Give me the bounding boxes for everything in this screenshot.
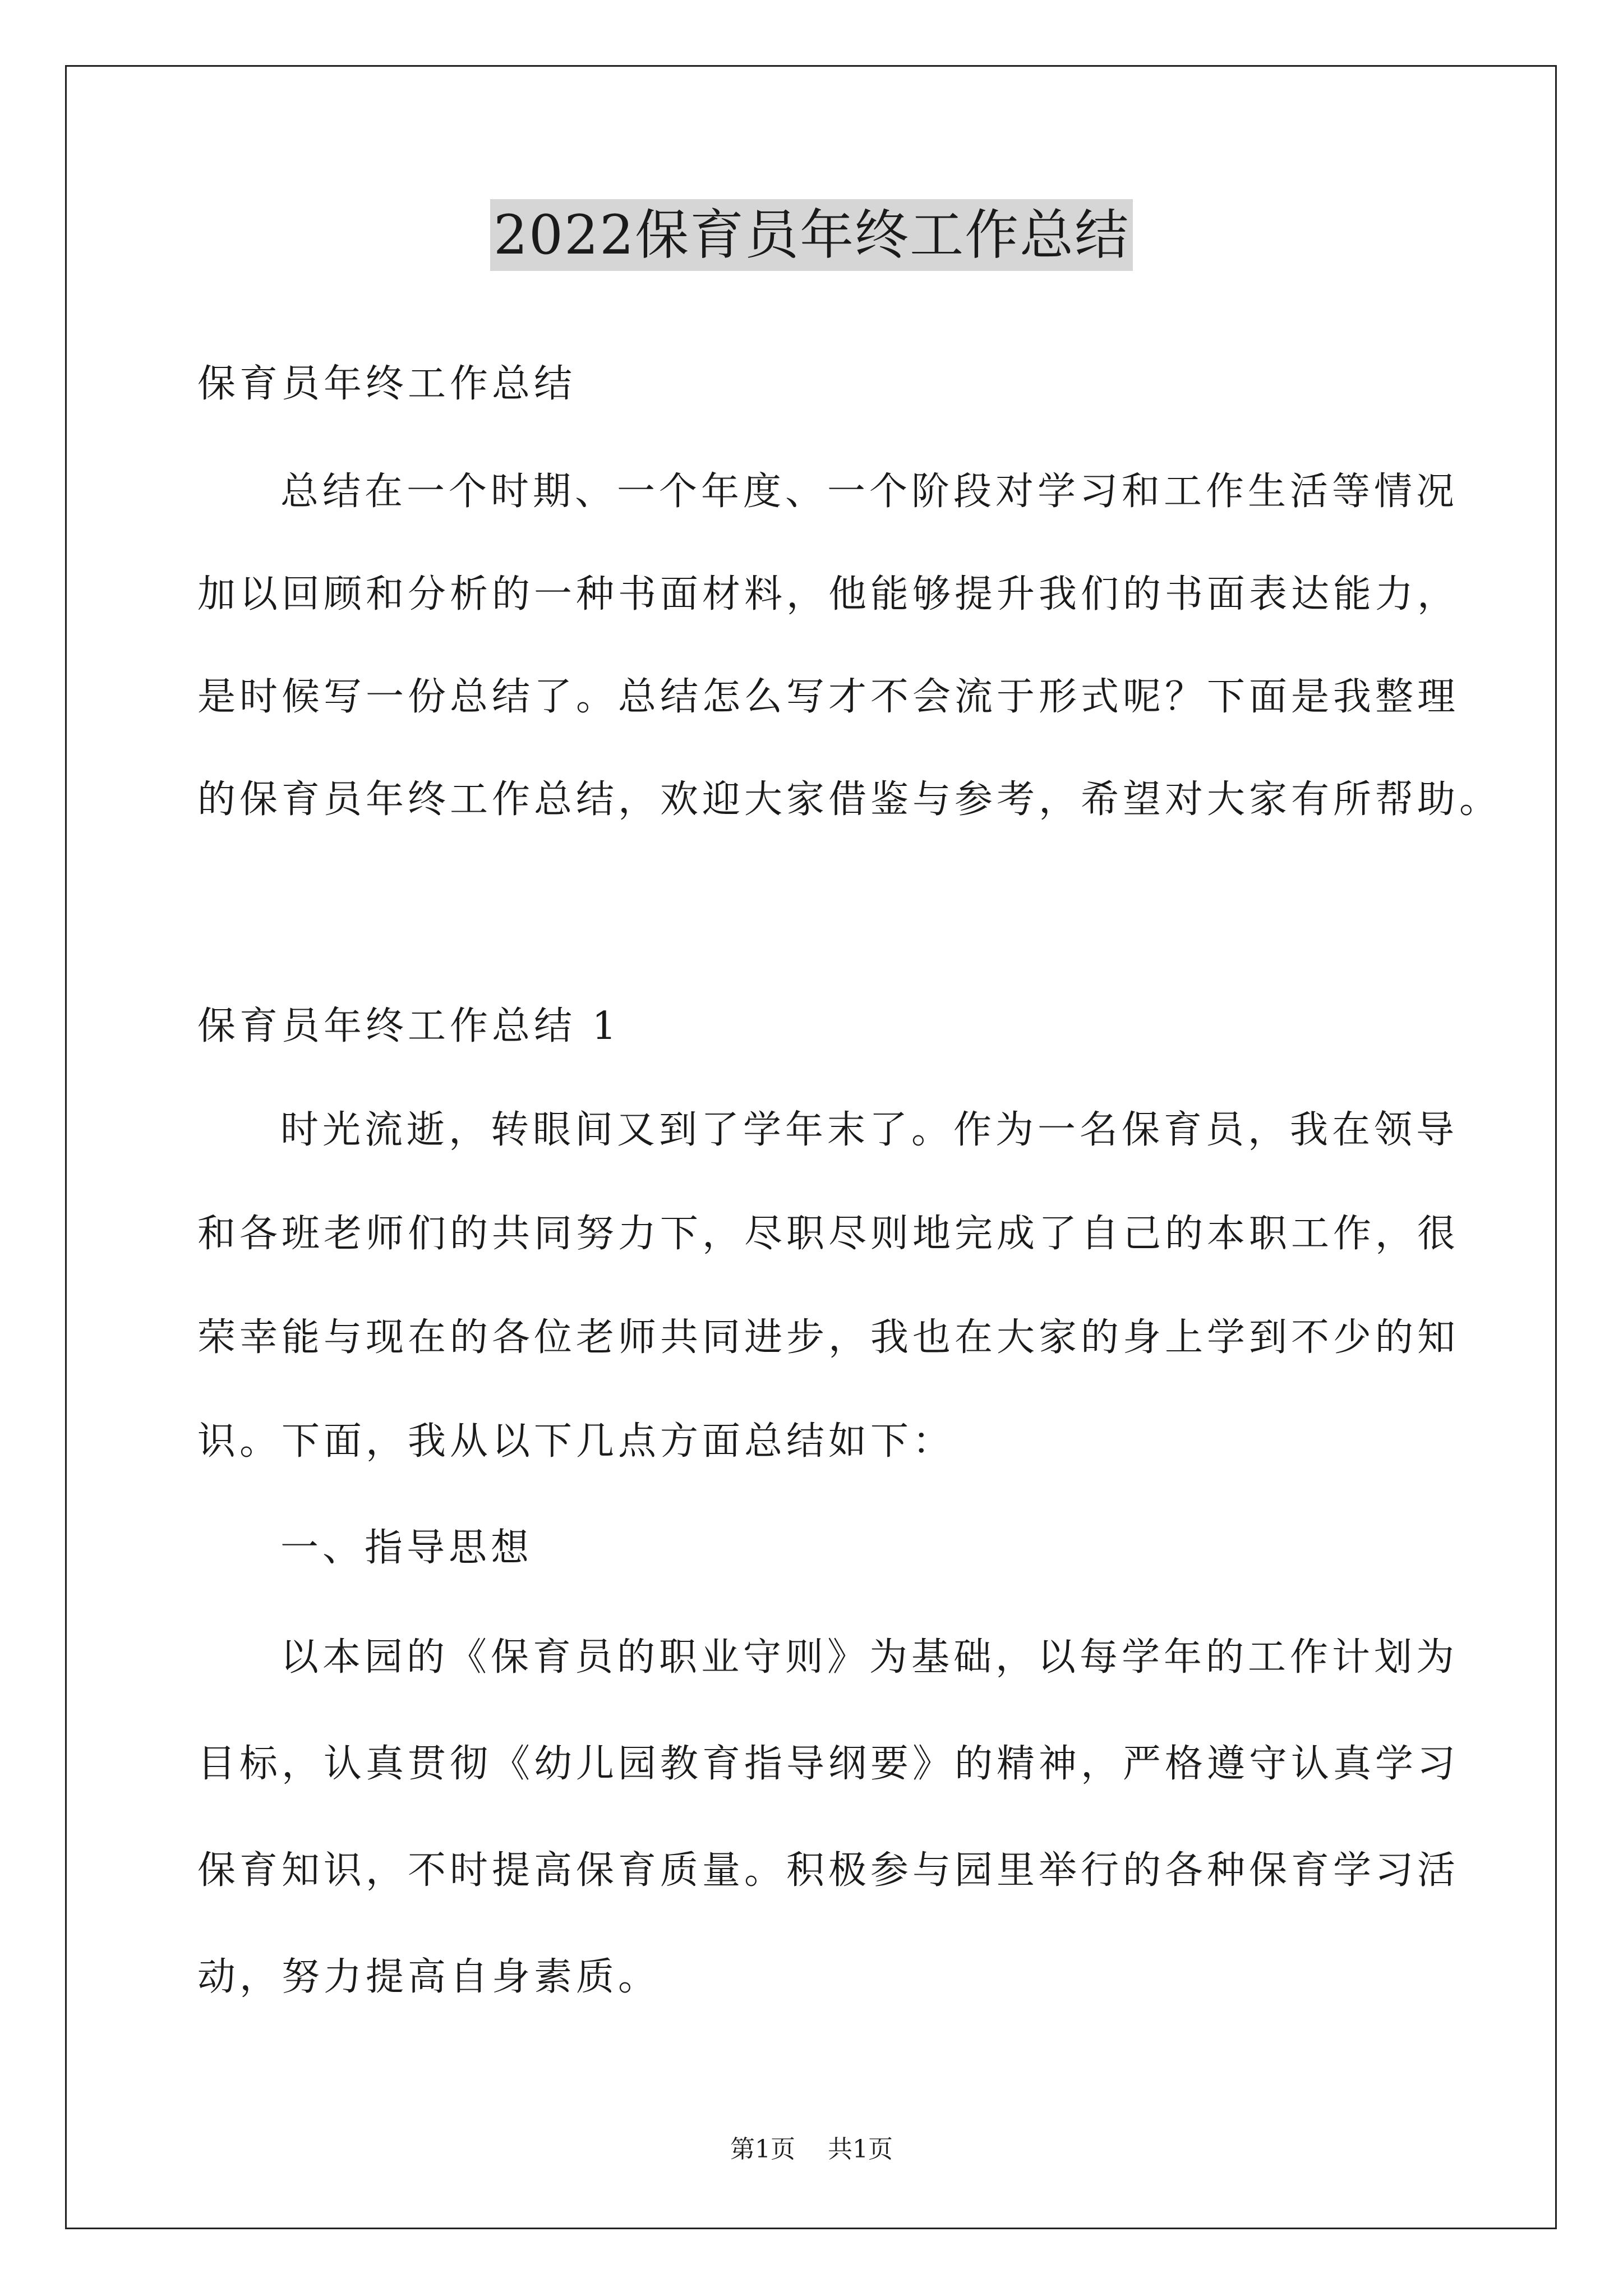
para2-line-4: 动，努力提高自身素质。	[197, 1955, 661, 1999]
intro-line-1: 总结在一个时期、一个年度、一个阶段对学习和工作生活等情况	[280, 470, 1459, 514]
para1-line-3: 荣幸能与现在的各位老师共同进步，我也在大家的身上学到不少的知	[197, 1315, 1460, 1360]
para1-line-4: 识。下面，我从以下几点方面总结如下：	[197, 1419, 955, 1464]
title-wrap	[0, 199, 1623, 271]
heading-guiding-thought: 一、指导思想	[280, 1526, 533, 1570]
para2-line-1: 以本园的《保育员的职业守则》为基础，以每学年的工作计划为	[280, 1635, 1459, 1680]
intro-line-3: 是时候写一份总结了。总结怎么写才不会流于形式呢？下面是我整理	[197, 675, 1460, 719]
page-footer	[0, 2129, 1623, 2165]
page-total: 共1页	[828, 2135, 893, 2164]
para1-line-2: 和各班老师们的共同努力下，尽职尽则地完成了自己的本职工作，很	[197, 1212, 1460, 1256]
intro-line-4: 的保育员年终工作总结，欢迎大家借鉴与参考，希望对大家有所帮助。	[197, 777, 1502, 822]
subtitle: 保育员年终工作总结	[197, 362, 577, 406]
section-title: 保育员年终工作总结 1	[197, 1004, 620, 1048]
page-number: 第1页	[730, 2135, 795, 2164]
para2-line-2: 目标，认真贯彻《幼儿园教育指导纲要》的精神，严格遵守认真学习	[197, 1742, 1460, 1786]
para1-line-1: 时光流逝，转眼间又到了学年末了。作为一名保育员，我在领导	[280, 1108, 1459, 1152]
document-title: 2022保育员年终工作总结	[490, 199, 1133, 271]
para2-line-3: 保育知识，不时提高保育质量。积极参与园里举行的各种保育学习活	[197, 1848, 1460, 1893]
intro-line-2: 加以回顾和分析的一种书面材料，他能够提升我们的书面表达能力，	[197, 572, 1460, 616]
